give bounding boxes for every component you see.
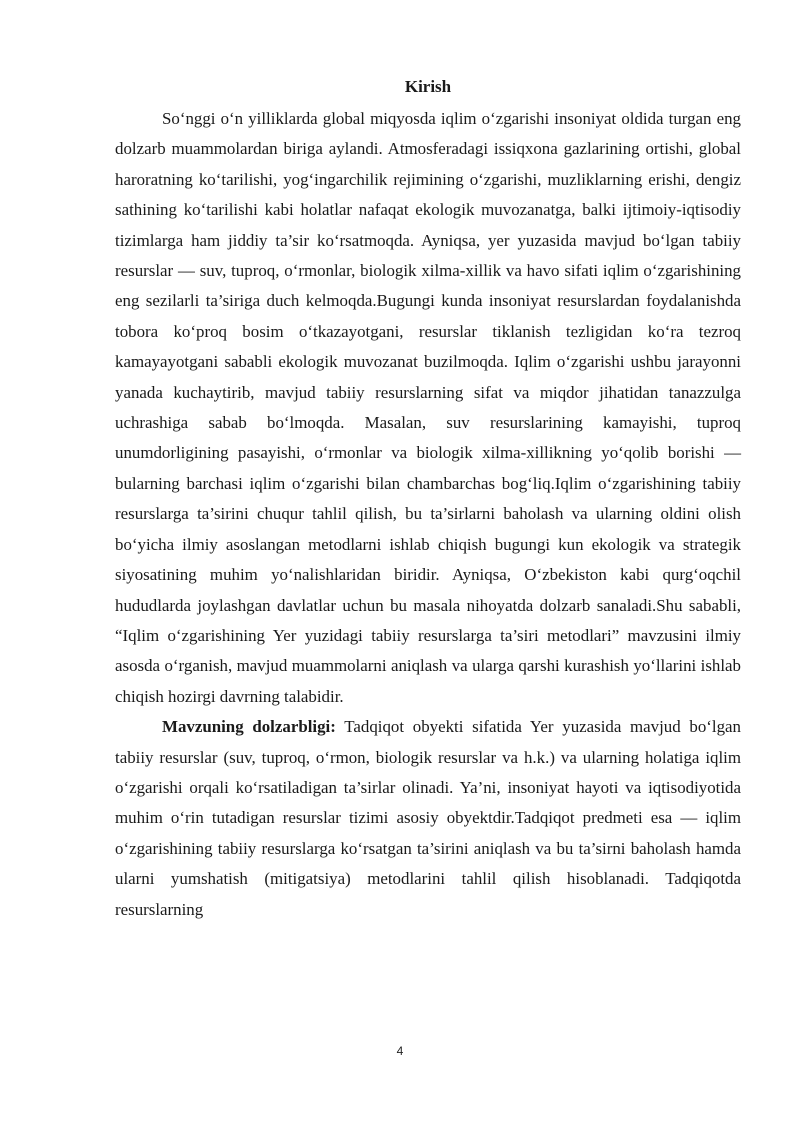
document-page	[115, 76, 741, 925]
relevance-text: Tadqiqot obyekti sifatida Yer yuzasida mavjud bo‘lgan tabiiy resurslar (suv, tuproq, o‘rmon, biologik resurslar va h.k.) va ularning holatiga iqlim o‘zgarishi orqali ko‘rsatiladigan ta’sirlar olinadi. Ya’ni, insoniyat hayoti va iqtisodiyotida muhim o‘rin tutadigan resurslar tizimi asosiy obyektdir.Tadqiqot predmeti esa — iqlim o‘zgarishining tabiiy resurslarga ko‘rsatgan ta’sirini aniqlash va bu ta’sirni baholash hamda ularni yumshatish (mitigatsiya) metodlarini tahlil qilish hisoblanadi. Tadqiqotda resurslarning	[115, 717, 741, 919]
section-title: Kirish	[404, 77, 452, 96]
relevance-paragraph	[115, 712, 741, 925]
relevance-label: Mavzuning dolzarbligi:	[162, 717, 336, 737]
page-number: 4	[396, 1044, 404, 1058]
intro-paragraph: So‘nggi o‘n yilliklarda global miqyosda iqlim o‘zgarishi insoniyat oldida turgan eng dolzarb muammolardan biriga aylandi. Atmosferadagi issiqxona gazlarining ortishi, global haroratning ko‘tarilishi, yog‘ingarchilik rejimining o‘zgarishi, muzliklarning erishi, dengiz sathining ko‘tarilishi kabi holatlar nafaqat ekologik muvozanatga, balki ijtimoiy-iqtisodiy tizimlarga ham jiddiy ta’sir ko‘rsatmoqda. Ayniqsa, yer yuzasida mavjud bo‘lgan tabiiy resurslar — suv, tuproq, o‘rmonlar, biologik xilma-xillik va havo sifati iqlim o‘zgarishining eng sezilarli ta’siriga duch kelmoqda.Bugungi kunda insoniyat resurslardan foydalanishda tobora ko‘proq bosim o‘tkazayotgani, resurslar tiklanish tezligidan ko‘ra tezroq kamayayotgani sababli ekologik muvozanat buzilmoqda. Iqlim o‘zgarishi ushbu jarayonni yanada kuchaytirib, mavjud tabiiy resurslarning sifat va miqdor jihatidan tanazzulga uchrashiga sabab bo‘lmoqda. Masalan, suv resurslarining kamayishi, tuproq unumdorligining pasayishi, o‘rmonlar va biologik xilma-xillikning yo‘qolib borishi — bularning barchasi iqlim o‘zgarishi bilan chambarchas bog‘liq.Iqlim o‘zgarishining tabiiy resurslarga ta’sirini chuqur tahlil qilish, bu ta’sirlarni baholash va ularning oldini olish bo‘yicha ilmiy asoslangan metodlarni ishlab chiqish bugungi kun ekologik va strategik siyosatining muhim yo‘nalishlaridan biridir. Ayniqsa, O‘zbekiston kabi qurg‘oqchil hududlarda joylashgan davlatlar uchun bu masala nihoyatda dolzarb sanaladi.Shu sababli, “Iqlim o‘zgarishining Yer yuzidagi tabiiy resurslarga ta’siri metodlari” mavzusini ilmiy asosda o‘rganish, mavjud muammolarni aniqlash va ularga qarshi kurashish yo‘llarini ishlab chiqish hozirgi davrning talabidir.	[115, 109, 741, 706]
